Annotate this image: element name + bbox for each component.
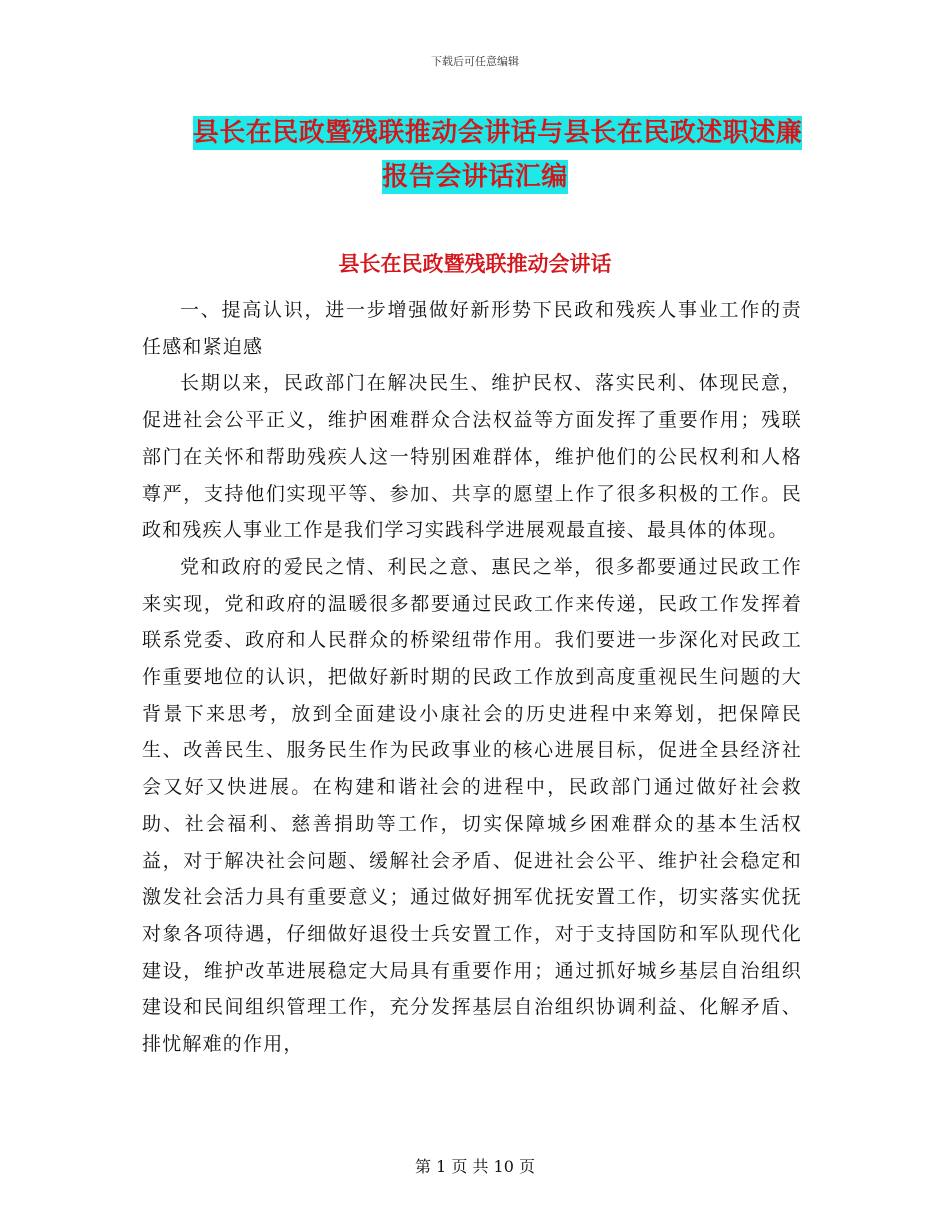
document-title-line-1 (0, 112, 950, 149)
title-highlight-1: 县长在民政暨残联推动会讲话与县长在民政述职述廉 (192, 118, 803, 148)
page-footer: 第 1 页 共 10 页 (415, 1157, 535, 1176)
paragraph: 长期以来，民政部门在解决民生、维护民权、落实民利、体现民意，促进社会公平正义，维护困难群众合法权益等方面发挥了重要作用；残联部门在关怀和帮助残疾人这一特别困难群体，维护他们的公民权利和人格尊严，支持他们实现平等、参加、共享的愿望上作了很多积极的工作。民政和残疾人事业工作是我们学习实践科学进展观最直接、最具体的体现。 (142, 372, 802, 542)
paragraph-heading: 一、提高认识，进一步增强做好新形势下民政和残疾人事业工作的责任感和紧迫感 (142, 299, 802, 358)
document-body (142, 292, 802, 1063)
section-subtitle: 县长在民政暨残联推动会讲话 (338, 251, 612, 276)
title-highlight-2: 报告会讲话汇编 (382, 162, 568, 192)
paragraph: 党和政府的爱民之情、利民之意、惠民之举，很多都要通过民政工作来实现，党和政府的温暖很多都要通过民政工作来传递，民政工作发挥着联系党委、政府和人民群众的桥梁纽带作用。我们要进一步深化对民政工作重要地位的认识，把做好新时期的民政工作放到高度重视民生问题的大背景下来思考，放到全面建设小康社会的历史进程中来筹划，把保障民生、改善民生、服务民生作为民政事业的核心进展目标，促进全县经济社会又好又快进展。在构建和谐社会的进程中，民政部门通过做好社会救助、社会福利、慈善捐助等工作，切实保障城乡困难群众的基本生活权益，对于解决社会问题、缓解社会矛盾、促进社会公平、维护社会稳定和激发社会活力具有重要意义；通过做好拥军优抚安置工作，切实落实优抚对象各项待遇，仔细做好退役士兵安置工作，对于支持国防和军队现代化建设，维护改革进展稳定大局具有重要作用；通过抓好城乡基层自治组织建设和民间组织管理工作，充分发挥基层自治组织协调利益、化解矛盾、排忧解难的作用， (142, 555, 802, 1056)
header-note: 下载后可任意编辑 (431, 55, 519, 68)
document-title-line-2 (0, 156, 950, 193)
